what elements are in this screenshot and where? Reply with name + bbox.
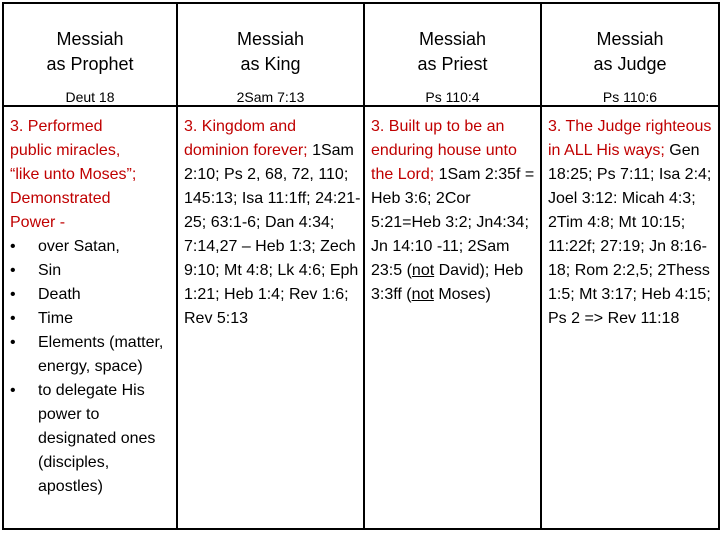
bullet-icon: • (10, 334, 16, 351)
priest-cell (364, 106, 541, 529)
list-item: • Elements (matter, energy, space) (10, 331, 176, 379)
list-item: • Death (10, 283, 176, 307)
header-judge-ref: Ps 110:6 (602, 89, 658, 105)
header-prophet-ref: Deut 18 (65, 89, 115, 105)
king-cell (177, 106, 364, 529)
priest-references-b: David); Heb 3:3ff ( (371, 262, 524, 303)
priest-references-c: Moses) (433, 286, 491, 303)
header-king-ref: 2Sam 7:13 (236, 89, 305, 105)
priest-heading: 3. Built up to be an enduring house unto the Lord; (371, 118, 517, 183)
priest-not-moses: not (411, 286, 434, 303)
priest-not-david: not (411, 262, 435, 279)
priest-references-a: 1Sam 2:35f = Heb 3:6; 2Cor 5:21=Heb 3:2; Jn4:34; Jn 14:10 -11; 2Sam 23:5 ( (371, 166, 535, 279)
header-judge-title: Messiah as Judge (593, 29, 667, 74)
header-prophet-title: Messiah as Prophet (46, 29, 134, 74)
judge-references: Gen 18:25; Ps 7:11; Isa 2:4; Joel 3:12: Micah 4:3; 2Tim 4:8; Mt 10:15; 11:22f; 27:19; Jn 8:16-18; Rom 2:2,5; 2Thess 1:5; Mt 3:17; Heb 4:15; Ps 2 => Rev 11:18 (548, 142, 712, 327)
judge-heading: 3. The Judge righteous in ALL His ways; (548, 118, 712, 159)
content-row (3, 106, 719, 529)
bullet-icon: • (10, 310, 16, 327)
header-judge (541, 3, 719, 106)
judge-cell (541, 106, 719, 529)
list-item: • Time (10, 307, 176, 331)
bullet-icon: • (10, 382, 16, 399)
king-references: 1Sam 2:10; Ps 2, 68, 72, 110; 145:13; Isa 11:1ff; 24:21-25; 63:1-6; Dan 4:34; 7:14,27 – Heb 1:3; Zech 9:10; Mt 4:8; Lk 4:6; Eph 1:21; Heb 1:4; Rev 1:6; Rev 5:13 (184, 142, 361, 327)
list-item: • Sin (10, 259, 176, 283)
king-heading: 3. Kingdom and dominion forever; (184, 118, 308, 159)
header-row (3, 3, 719, 106)
bullet-icon: • (10, 262, 16, 279)
prophet-bullet-list (10, 235, 176, 499)
header-king-title: Messiah as King (236, 29, 305, 74)
header-priest (364, 3, 541, 106)
header-prophet (3, 3, 177, 106)
prophet-cell (3, 106, 177, 529)
messiah-roles-table (2, 2, 720, 530)
header-priest-title: Messiah as Priest (417, 29, 488, 74)
list-item: • over Satan, (10, 235, 176, 259)
header-king (177, 3, 364, 106)
bullet-icon: • (10, 238, 16, 255)
bullet-icon: • (10, 286, 16, 303)
prophet-heading: 3. Performed public miracles, “like unto Moses”; Demonstrated Power - (10, 118, 137, 231)
header-priest-ref: Ps 110:4 (425, 89, 480, 105)
list-item: • to delegate His power to designated ones (disciples, apostles) (10, 379, 176, 499)
